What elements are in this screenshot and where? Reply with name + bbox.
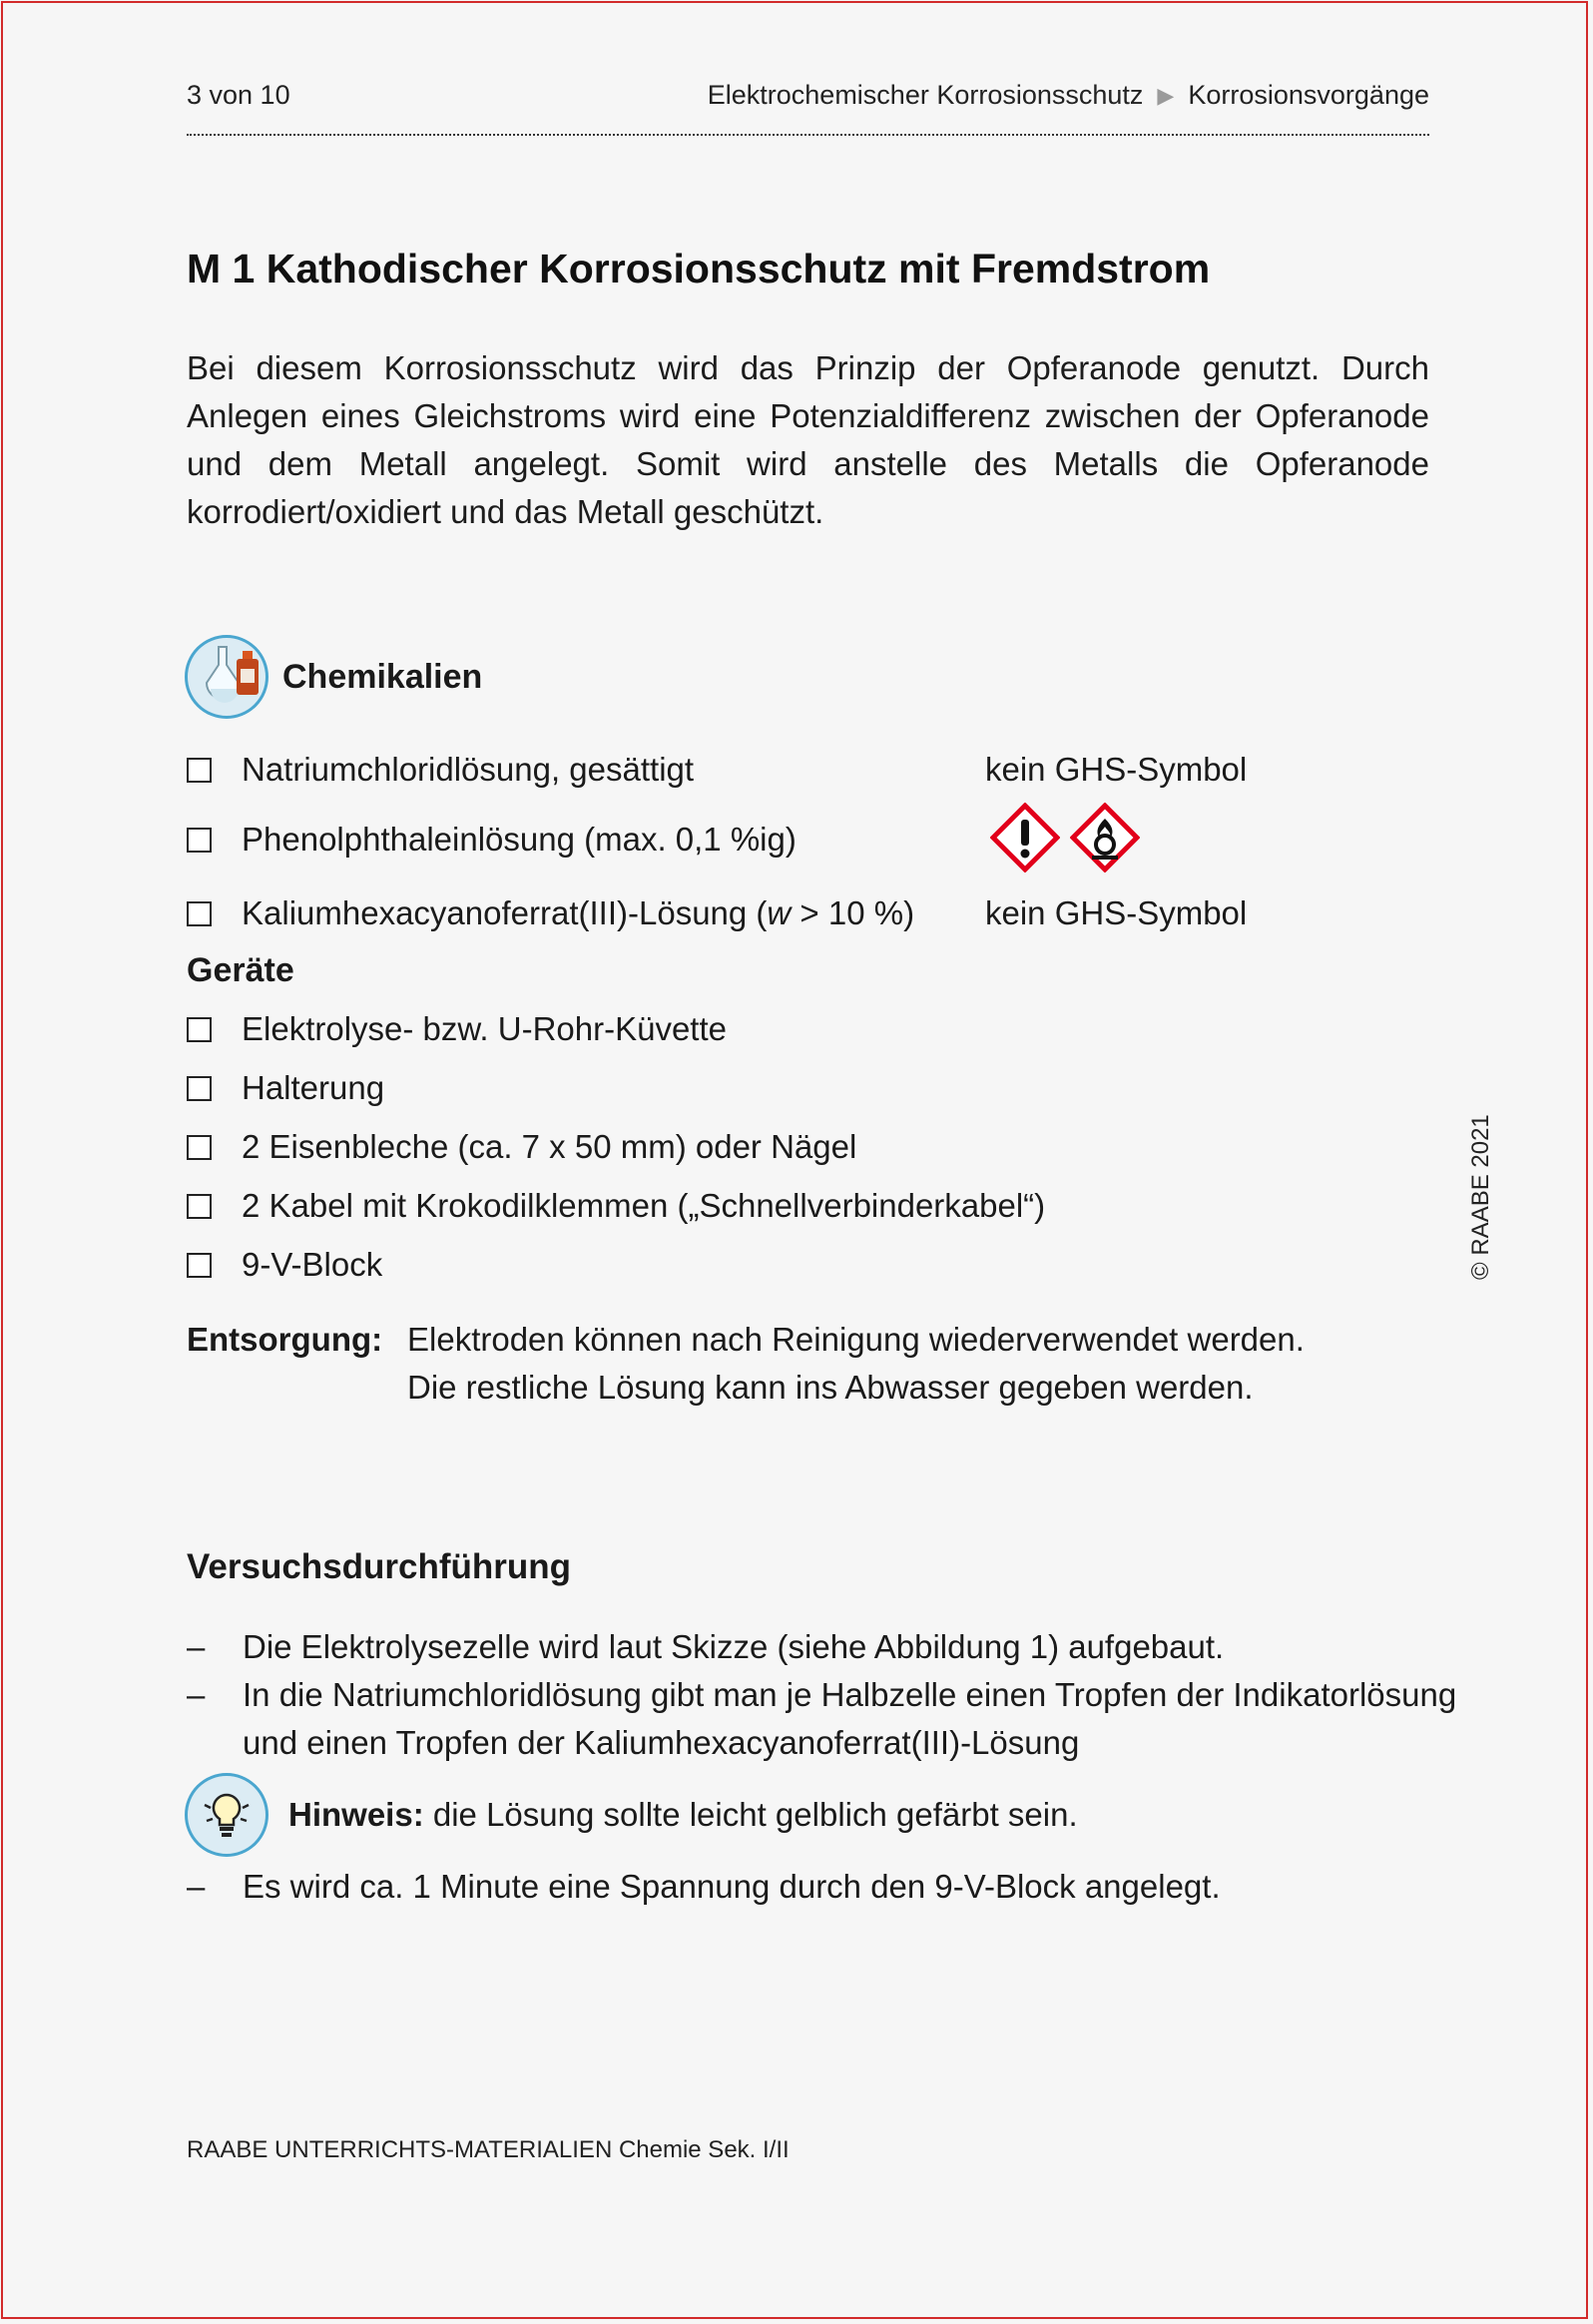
equipment-item xyxy=(187,1069,384,1107)
hint-box xyxy=(185,1773,1078,1857)
equipment-label: Halterung xyxy=(242,1069,385,1106)
equipment-item xyxy=(187,1010,727,1048)
chemical-name: Phenolphthaleinlösung (max. 0,1 %ig) xyxy=(242,821,796,858)
ghs-exclamation-icon xyxy=(990,803,1060,872)
step-text: Die Elektrolysezelle wird laut Skizze (siehe Abbildung 1) aufgebaut. xyxy=(243,1628,1225,1665)
page-header xyxy=(187,80,1429,136)
equipment-label: 2 Eisenbleche (ca. 7 x 50 mm) oder Nägel xyxy=(242,1128,857,1165)
ghs-note: kein GHS-Symbol xyxy=(985,894,1248,931)
chemical-item xyxy=(187,894,914,932)
equipment-item xyxy=(187,1246,382,1284)
copyright: © RAABE 2021 xyxy=(1467,1114,1494,1280)
hint-text: Hinweis: die Lösung sollte leicht gelblich gefärbt sein. xyxy=(288,1796,1078,1833)
breadcrumb xyxy=(708,80,1429,111)
chemical-name: Natriumchloridlösung, gesättigt xyxy=(242,751,695,788)
disposal-label: Entsorgung: xyxy=(187,1321,383,1358)
checkbox[interactable] xyxy=(187,1076,212,1101)
equipment-heading: Geräte xyxy=(187,951,294,989)
ghs-note: kein GHS-Symbol xyxy=(985,751,1248,788)
checkbox[interactable] xyxy=(187,1253,212,1278)
disposal-line: Elektroden können nach Reinigung wiederverwendet werden. xyxy=(407,1321,1305,1358)
flask-icon xyxy=(185,635,268,719)
intro-paragraph: Bei diesem Korrosionsschutz wird das Prinzip der Opferanode genutzt. Durch Anlegen eines Gleichstroms wird eine Potenzialdifferenz zwischen der Opferanode und dem Metall angelegt. Somit wird anstelle des Metalls die Opferanode korrodiert/oxidiert und das Metall geschützt. xyxy=(187,349,1429,530)
checkbox[interactable] xyxy=(187,758,212,783)
checkbox[interactable] xyxy=(187,1017,212,1042)
equipment-item xyxy=(187,1187,1045,1225)
footer: RAABE UNTERRICHTS-MATERIALIEN Chemie Sek. I/II xyxy=(187,2136,790,2163)
equipment-label: Elektrolyse- bzw. U-Rohr-Küvette xyxy=(242,1010,727,1047)
disposal-line: Die restliche Lösung kann ins Abwasser gegeben werden. xyxy=(407,1369,1254,1406)
checkbox[interactable] xyxy=(187,901,212,926)
breadcrumb-topic: Korrosionsvorgänge xyxy=(1188,80,1429,110)
dash-bullet: – xyxy=(187,1676,206,1713)
chemical-item xyxy=(187,821,796,859)
equipment-label: 2 Kabel mit Krokodilklemmen („Schnellverbinderkabel“) xyxy=(242,1187,1046,1224)
chemicals-label: Chemikalien xyxy=(282,657,483,696)
breadcrumb-arrow-icon: ▶ xyxy=(1157,82,1175,108)
chemicals-heading xyxy=(185,635,482,719)
ghs-symbols xyxy=(990,803,1140,872)
checkbox[interactable] xyxy=(187,1194,212,1219)
dash-bullet: – xyxy=(187,1628,206,1665)
procedure-heading: Versuchsdurchführung xyxy=(187,1547,572,1586)
dash-bullet: – xyxy=(187,1868,206,1905)
page-number: 3 von 10 xyxy=(187,80,290,110)
equipment-item xyxy=(187,1128,856,1166)
step-text: In die Natriumchloridlösung gibt man je Halbzelle einen Tropfen der Indikatorlösung und einen Tropfen der Kaliumhexacyanoferrat(III)-Lösung xyxy=(243,1676,1457,1761)
page-title: M 1 Kathodischer Korrosionsschutz mit Fremdstrom xyxy=(187,246,1211,291)
checkbox[interactable] xyxy=(187,828,212,853)
equipment-label: 9-V-Block xyxy=(242,1246,383,1283)
chemical-item xyxy=(187,751,694,789)
ghs-flame-over-circle-icon xyxy=(1070,803,1140,872)
breadcrumb-section: Elektrochemischer Korrosionsschutz xyxy=(707,80,1144,110)
step-text: Es wird ca. 1 Minute eine Spannung durch den 9-V-Block angelegt. xyxy=(243,1868,1221,1905)
checkbox[interactable] xyxy=(187,1135,212,1160)
lightbulb-icon xyxy=(185,1773,268,1857)
chemical-name: Kaliumhexacyanoferrat(III)-Lösung (w > 10 %) xyxy=(242,894,915,931)
